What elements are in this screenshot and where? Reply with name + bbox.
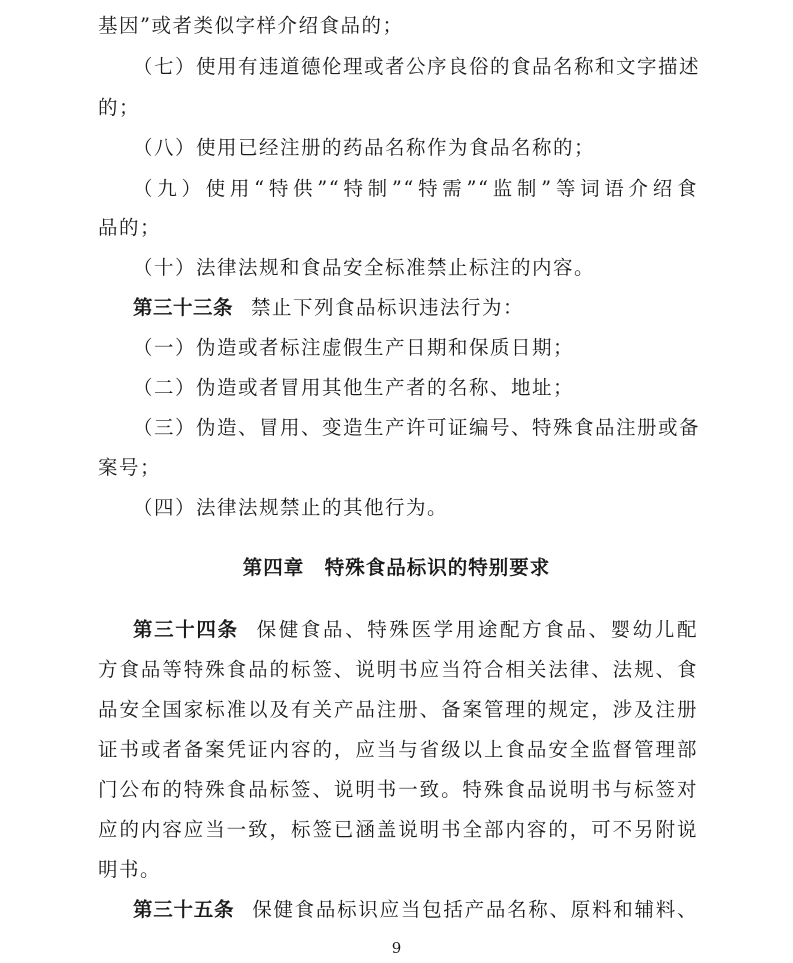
article-34-line: 品安全国家标准以及有关产品注册、备案管理的规定，涉及注册 [98, 698, 698, 721]
article-35-title: 第三十五条 [133, 898, 235, 921]
text-line: 的； [98, 96, 141, 119]
article-34-title: 第三十四条 [133, 618, 239, 641]
text-line: （九）使用“特供”“特制”“特需”“监制”等词语介绍食 [133, 177, 698, 200]
text-line: （七）使用有违道德伦理或者公序良俗的食品名称和文字描述 [133, 55, 701, 78]
article-34-heading-line [133, 610, 698, 650]
article-33-item: （二）伪造或者冒用其他生产者的名称、地址； [133, 376, 575, 399]
article-34-line: 明书。 [98, 858, 162, 881]
article-33-heading-line [133, 288, 698, 328]
article-33-intro: 禁止下列食品标识违法行为： [251, 296, 525, 319]
text-line: 品的； [98, 216, 162, 239]
page-number: 9 [391, 939, 402, 957]
article-33-title: 第三十三条 [133, 296, 234, 319]
article-34-line: 证书或者备案凭证内容的，应当与省级以上食品安全监督管理部 [98, 738, 698, 761]
chapter-heading: 第四章 特殊食品标识的特别要求 [242, 556, 551, 579]
text-line: 基因”或者类似字样介绍食品的； [98, 14, 404, 37]
text-line: （十）法律法规和食品安全标准禁止标注的内容。 [133, 256, 596, 279]
article-35-first-line: 保健食品标识应当包括产品名称、原料和辅料、 [252, 898, 698, 921]
article-34-line: 方食品等特殊食品的标签、说明书应当符合相关法律、法规、食 [98, 658, 698, 681]
text-line: （八）使用已经注册的药品名称作为食品名称的； [133, 136, 596, 159]
article-34-first-line: 保健食品、特殊医学用途配方食品、婴幼儿配 [256, 618, 698, 641]
article-33-item: （四）法律法规禁止的其他行为。 [133, 496, 449, 519]
article-34-line: 应的内容应当一致，标签已涵盖说明书全部内容的，可不另附说 [98, 818, 698, 841]
article-34-line: 门公布的特殊食品标签、说明书一致。特殊食品说明书与标签对 [98, 778, 698, 801]
article-33-item: （三）伪造、冒用、变造生产许可证编号、特殊食品注册或备 [133, 416, 701, 439]
article-33-item: 案号； [98, 456, 162, 479]
article-33-item: （一）伪造或者标注虚假生产日期和保质日期； [133, 336, 575, 359]
article-35-heading-line [133, 890, 698, 930]
